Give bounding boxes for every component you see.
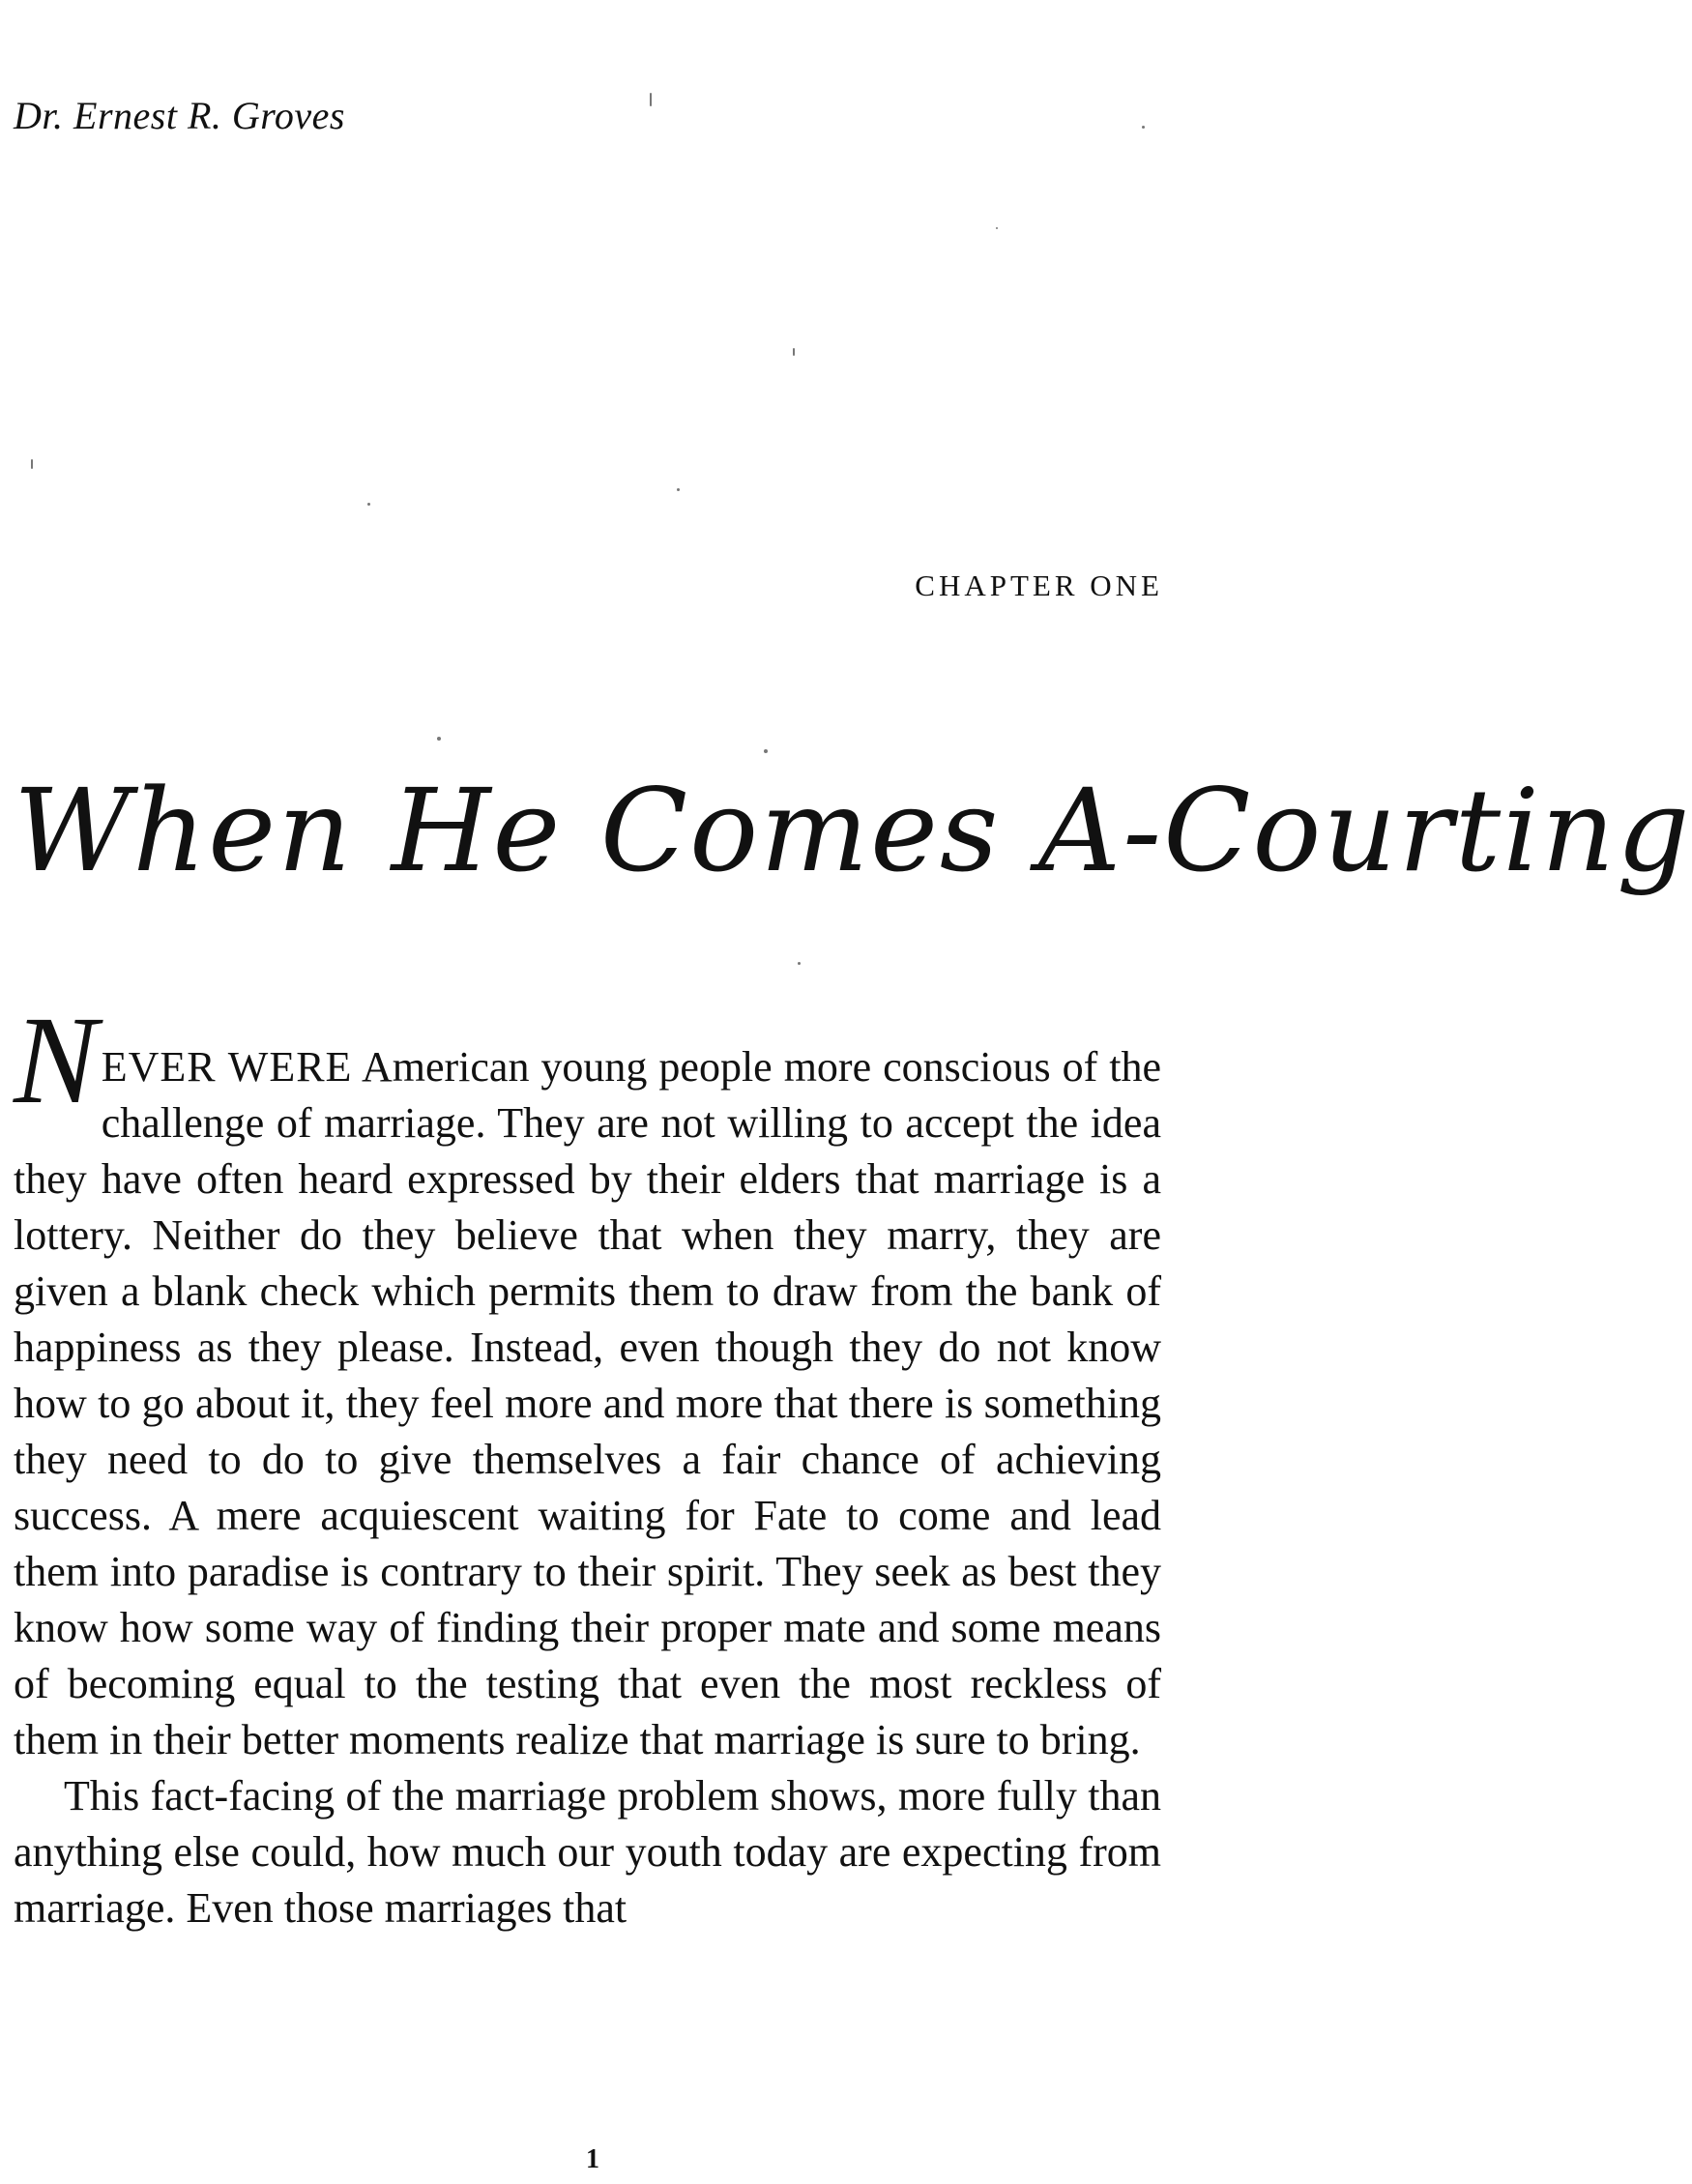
scan-speck: [650, 93, 652, 106]
chapter-title: When He Comes A-Courting: [14, 764, 1692, 897]
scan-speck: [764, 749, 768, 753]
running-head-author: Dr. Ernest R. Groves: [14, 94, 345, 137]
paragraph-text: American young people more conscious of the challenge of marriage. They are not willing to accept the idea they have often heard expressed by their elders that marriage is a lottery. Neither do they believe that when they marry, they are given a blank check which permits them to draw from the bank of happiness as they please. Instead, even though they do not know how to go about it, they feel more and more that there is something they need to do to give themselves a fair chance of achieving success. A mere acquiescent waiting for Fate to come and lead them into paradise is contrary to their spirit. They seek as best they know how some way of finding their proper mate and some means of becoming equal to the testing that even the most reckless of them in their better moments realize that marriage is sure to bring.: [14, 1043, 1161, 1763]
scan-speck: [437, 737, 441, 741]
scan-speck: [367, 503, 370, 506]
scan-speck: [1142, 126, 1145, 129]
paragraph: [14, 991, 1161, 1768]
drop-cap: N: [14, 991, 98, 1130]
scan-speck: [996, 227, 998, 229]
page-number: 1: [586, 2144, 599, 2174]
scan-speck: [793, 348, 795, 356]
scan-speck: [677, 488, 680, 491]
paragraph-text: This fact-facing of the marriage problem shows, more fully than anything else could, how much our youth today are expecting from marriage. Even those marriages that: [14, 1772, 1161, 1932]
opening-small-caps: EVER WERE: [101, 1043, 353, 1091]
chapter-body: [14, 991, 1161, 1936]
paragraph: [14, 1768, 1161, 1936]
chapter-label: CHAPTER ONE: [915, 568, 1163, 602]
scan-speck: [798, 962, 801, 965]
scan-speck: [31, 459, 33, 469]
